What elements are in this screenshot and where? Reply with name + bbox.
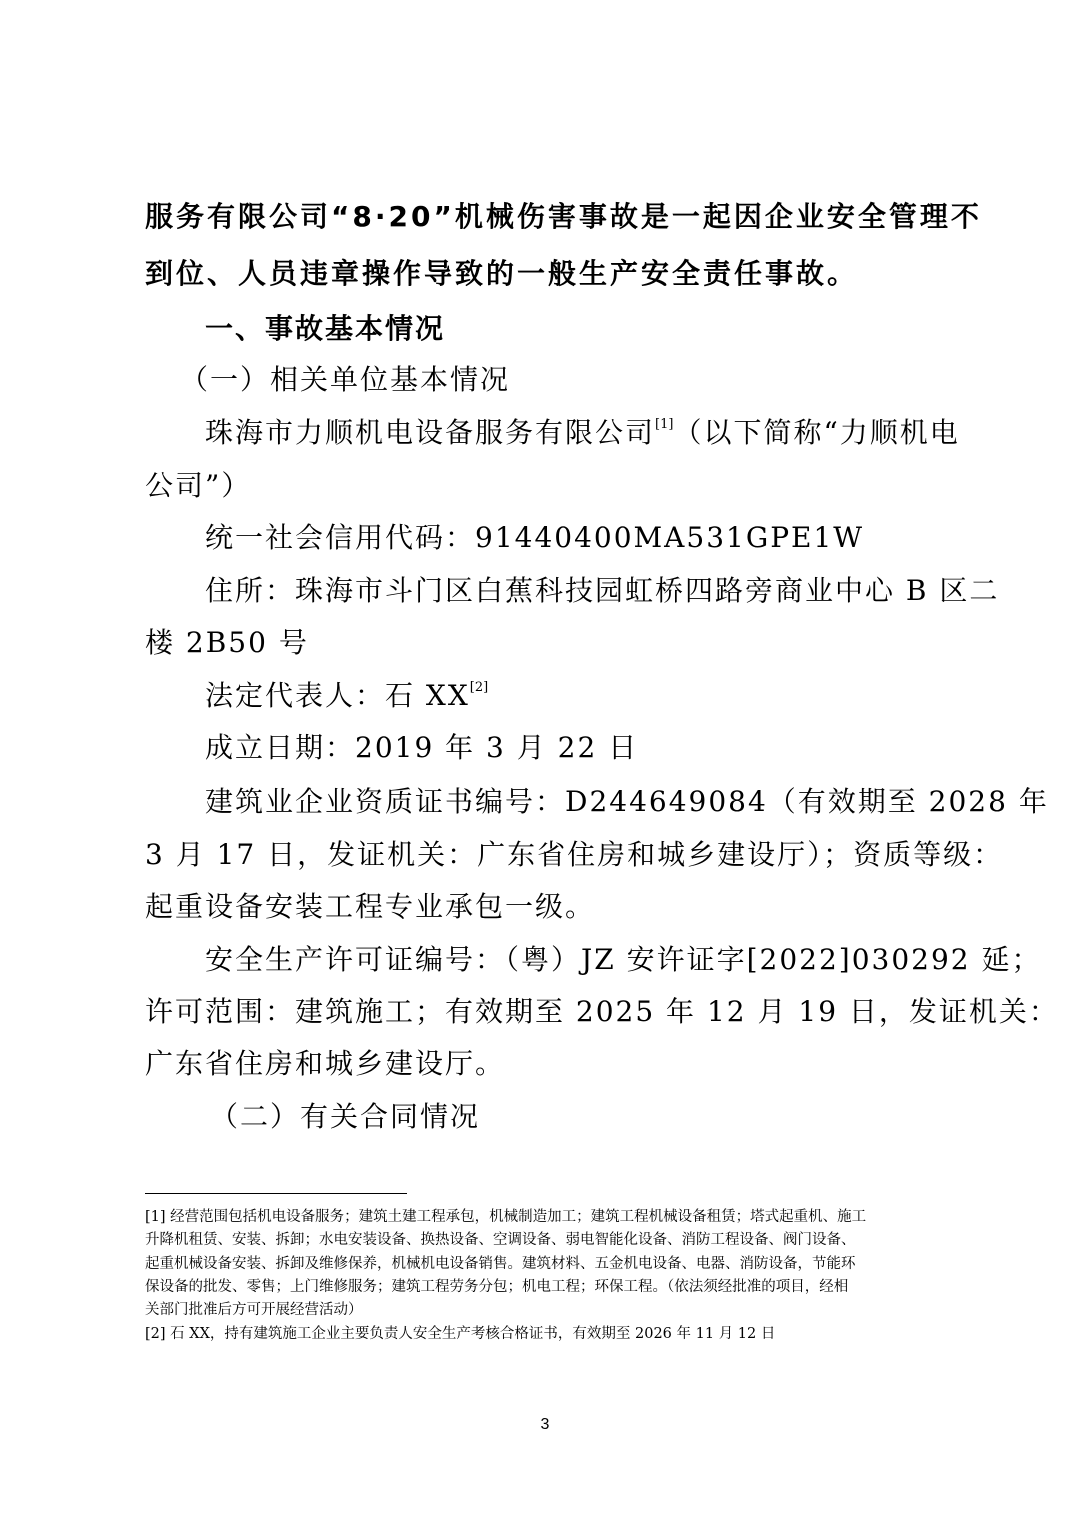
lead-paragraph-line-1: 服务有限公司“8·20”机械伤害事故是一起因企业安全管理不	[145, 200, 982, 233]
page-number: 3	[540, 1416, 550, 1433]
lead-paragraph-line-2: 到位、人员违章操作导致的一般生产安全责任事故。	[145, 257, 859, 290]
footnote-separator	[145, 1193, 407, 1194]
founded-date: 成立日期：2019 年 3 月 22 日	[205, 731, 639, 764]
company-name: 珠海市力顺机电设备服务有限公司	[205, 416, 656, 449]
qualification-line-1: 建筑业企业资质证书编号：D244649084（有效期至 2028 年	[205, 785, 1049, 818]
footnote-ref-1[interactable]: [1]	[655, 417, 674, 432]
footnote-2: [2] 石 XX，持有建筑施工企业主要负责人安全生产考核合格证书，有效期至 2026 年 11 月 12 日	[145, 1326, 776, 1342]
safety-license-line-3: 广东省住房和城乡建设厅。	[145, 1047, 506, 1080]
subsection-heading: （一）相关单位基本情况	[180, 363, 511, 396]
company-abbrev: （以下简称“力顺机电	[673, 416, 960, 449]
company-name-line-2: 公司”）	[145, 469, 252, 502]
subsection-heading-2: （二）有关合同情况	[210, 1100, 481, 1133]
footnote-1-line-4: 保设备的批发、零售；上门维修服务；建筑工程劳务分包；机电工程；环保工程。（依法须经批准的项目，经相	[145, 1279, 849, 1295]
footnote-1-line-5: 关部门批准后方可开展经营活动）	[145, 1302, 363, 1318]
address-line-2: 楼 2B50 号	[145, 626, 309, 659]
footnote-1-line-1: [1] 经营范围包括机电设备服务；建筑土建工程承包，机械制造加工；建筑工程机械设备租赁；塔式起重机、施工	[145, 1209, 867, 1225]
footnote-1-line-3: 起重机械设备安装、拆卸及维修保养，机械机电设备销售。建筑材料、五金机电设备、电器、消防设备，节能环	[145, 1256, 856, 1272]
address-line-1: 住所：珠海市斗门区白蕉科技园虹桥四路旁商业中心 B 区二	[205, 574, 1000, 607]
legal-representative	[205, 676, 1005, 716]
credit-code: 统一社会信用代码：91440400MA531GPE1W	[205, 521, 865, 554]
section-heading: 一、事故基本情况	[205, 312, 446, 345]
qualification-line-2: 3 月 17 日，发证机关：广东省住房和城乡建设厅）；资质等级：	[145, 838, 1004, 871]
legal-rep-text: 法定代表人：石 XX	[205, 679, 470, 712]
footnote-1-line-2: 升降机租赁、安装、拆卸；水电安装设备、换热设备、空调设备、弱电智能化设备、消防工程设备、阀门设备、	[145, 1232, 856, 1248]
company-name-line	[205, 413, 1005, 453]
footnote-ref-2[interactable]: [2]	[469, 680, 489, 695]
safety-license-line-1: 安全生产许可证编号：（粤）JZ 安许证字[2022]030292 延；	[205, 943, 1042, 976]
qualification-line-3: 起重设备安装工程专业承包一级。	[145, 890, 596, 923]
safety-license-line-2: 许可范围：建筑施工；有效期至 2025 年 12 月 19 日，发证机关：	[145, 995, 1059, 1028]
